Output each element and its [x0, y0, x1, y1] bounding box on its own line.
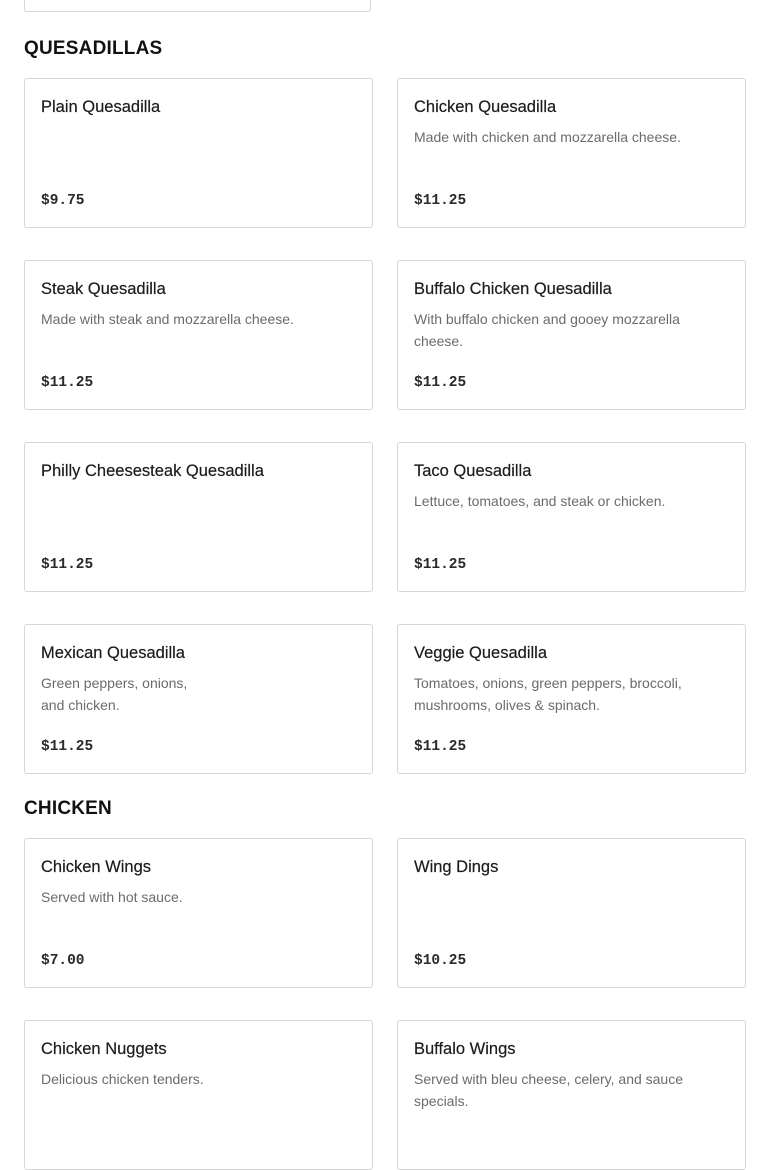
menu-item-card-partial[interactable]	[24, 0, 371, 12]
menu-item-card[interactable]	[397, 1020, 746, 1170]
menu-item-card[interactable]	[397, 838, 746, 988]
menu-item-description: Made with steak and mozzarella cheese.	[41, 311, 294, 327]
menu-item-description: Served with bleu cheese, celery, and sauce specials.	[414, 1071, 684, 1109]
menu-item-description: Served with hot sauce.	[41, 889, 183, 905]
menu-item-name: Philly Cheesesteak Quesadilla	[41, 462, 264, 480]
menu-item-card[interactable]	[24, 442, 373, 592]
menu-item-description: Delicious chicken tenders.	[41, 1071, 204, 1087]
menu-item-name: Buffalo Chicken Quesadilla	[414, 280, 612, 298]
menu-item-price: $7.00	[41, 953, 85, 969]
menu-item-price: $11.25	[414, 375, 467, 391]
menu-item-price: $9.75	[41, 193, 85, 209]
menu-item-name: Taco Quesadilla	[414, 462, 532, 480]
menu-item-name: Buffalo Wings	[414, 1040, 516, 1058]
menu-item-card[interactable]	[397, 442, 746, 592]
menu-item-name: Chicken Nuggets	[41, 1040, 167, 1058]
menu-item-price: $11.25	[414, 739, 467, 755]
menu-item-card[interactable]	[24, 1020, 373, 1170]
menu-item-card[interactable]	[24, 78, 373, 228]
menu-item-price: $11.25	[414, 557, 467, 573]
menu-item-description: With buffalo chicken and gooey mozzarella cheese.	[414, 311, 680, 349]
menu-item-card[interactable]	[397, 260, 746, 410]
menu-item-name: Chicken Wings	[41, 858, 152, 876]
section-title-chicken: CHICKEN	[24, 798, 112, 819]
menu-item-description: Lettuce, tomatoes, and steak or chicken.	[414, 493, 666, 509]
menu-item-price: $11.25	[414, 193, 467, 209]
menu-item-price: $10.25	[414, 953, 467, 969]
menu-item-name: Veggie Quesadilla	[414, 644, 548, 662]
menu-item-card[interactable]	[24, 260, 373, 410]
menu-item-name: Chicken Quesadilla	[414, 98, 557, 116]
menu-item-description: Made with chicken and mozzarella cheese.	[414, 129, 681, 145]
menu-item-name: Steak Quesadilla	[41, 280, 166, 298]
menu-item-description: Green peppers, onions, and chicken.	[41, 675, 188, 713]
menu-item-price: $11.25	[41, 739, 94, 755]
menu-item-price: $11.25	[41, 375, 94, 391]
menu-item-name: Mexican Quesadilla	[41, 644, 185, 662]
section-title-quesadillas: QUESADILLAS	[24, 38, 163, 59]
menu-item-card[interactable]	[24, 838, 373, 988]
menu-item-name: Plain Quesadilla	[41, 98, 161, 116]
menu-item-card[interactable]	[397, 78, 746, 228]
menu-item-price: $11.25	[41, 557, 94, 573]
menu-item-card[interactable]	[24, 624, 373, 774]
menu-item-description: Tomatoes, onions, green peppers, broccoli, mushrooms, olives & spinach.	[414, 675, 682, 713]
menu-item-card[interactable]	[397, 624, 746, 774]
menu-item-name: Wing Dings	[414, 858, 499, 876]
